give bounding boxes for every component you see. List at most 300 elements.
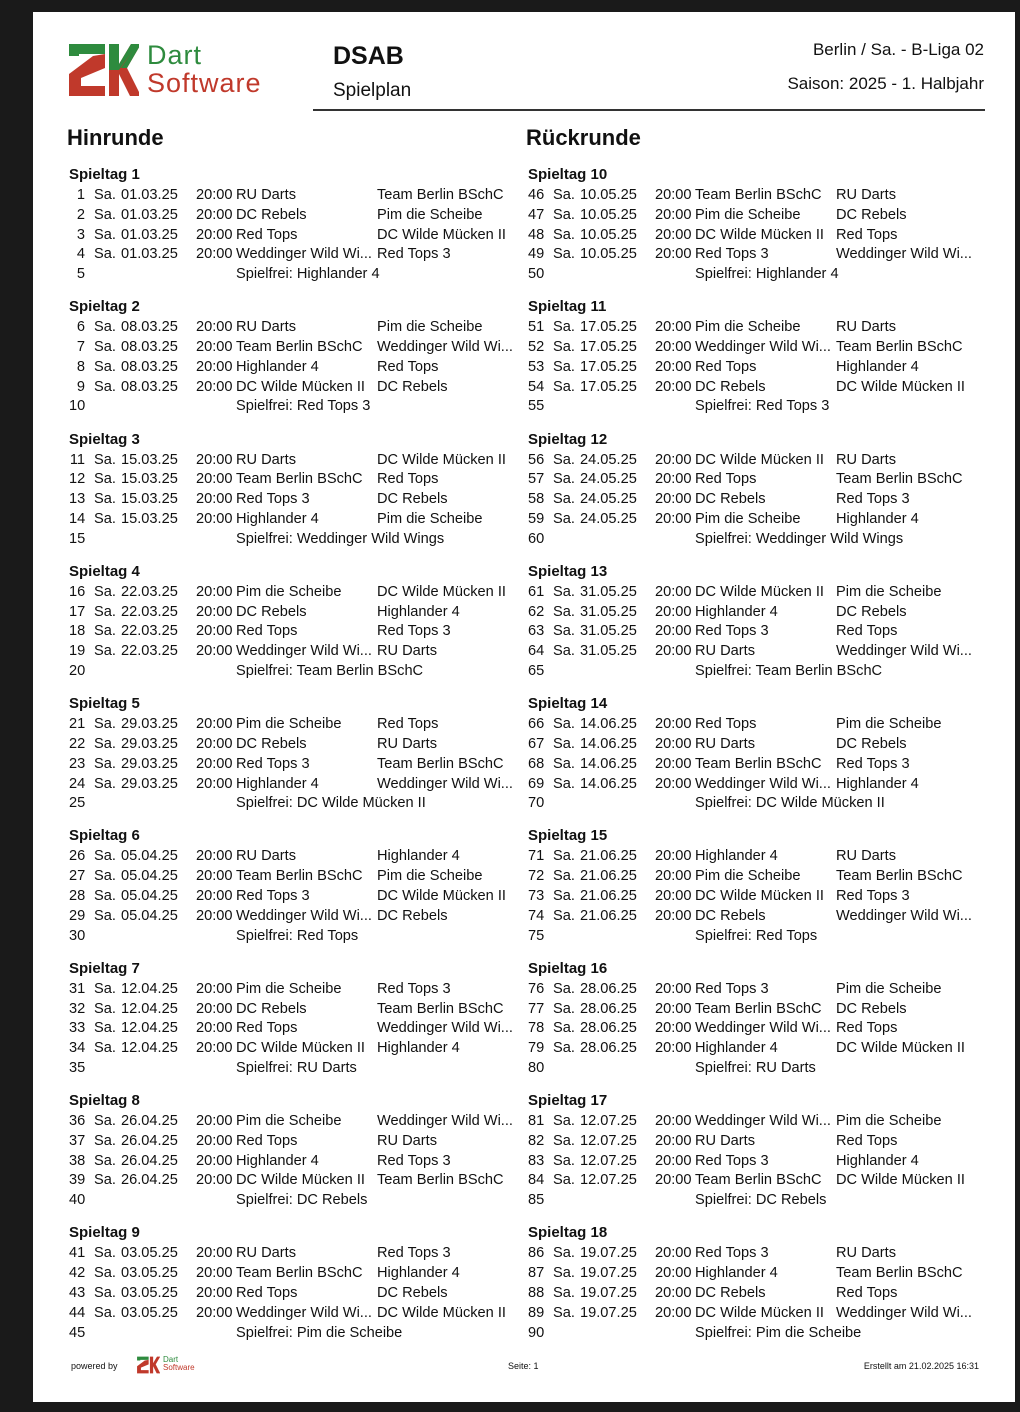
match-date: 28.06.25 [580, 1000, 637, 1017]
match-number: 30 [69, 927, 86, 944]
match-number: 27 [69, 868, 86, 885]
match-date: 22.03.25 [121, 643, 178, 660]
home-team: DC Rebels [695, 491, 766, 508]
away-team: Team Berlin BSchC [836, 868, 963, 885]
matchday-title: Spieltag 13 [528, 562, 608, 580]
match-number: 19 [69, 643, 86, 660]
match-time: 20:00 [196, 643, 233, 660]
match-number: 39 [69, 1172, 86, 1189]
away-team: Pim die Scheibe [836, 716, 942, 733]
match-date: 14.06.25 [580, 775, 637, 792]
match-weekday: Sa. [553, 623, 575, 640]
home-team: DC Wilde Mücken II [695, 888, 824, 905]
home-team: DC Wilde Mücken II [236, 378, 365, 395]
home-team: Pim die Scheibe [695, 510, 801, 527]
season-label: Saison: 2025 - 1. Halbjahr [787, 74, 984, 93]
match-row [528, 715, 978, 735]
match-time: 20:00 [655, 1132, 692, 1149]
match-time: 20:00 [655, 603, 692, 620]
match-weekday: Sa. [94, 716, 116, 733]
match-time: 20:00 [196, 510, 233, 527]
home-team: Red Tops [695, 358, 757, 375]
match-weekday: Sa. [553, 491, 575, 508]
home-team: DC Rebels [236, 206, 307, 223]
match-number: 42 [69, 1265, 86, 1282]
match-row [528, 622, 978, 642]
match-date: 01.03.25 [121, 187, 178, 203]
match-date: 26.04.25 [121, 1132, 178, 1149]
match-weekday: Sa. [553, 451, 575, 468]
match-weekday: Sa. [94, 735, 116, 752]
match-number: 4 [76, 246, 85, 263]
bye-row [528, 530, 978, 550]
match-number: 65 [528, 663, 545, 680]
bye-team: Spielfrei: Red Tops [236, 927, 359, 944]
match-weekday: Sa. [94, 603, 116, 620]
match-weekday: Sa. [94, 226, 116, 243]
match-weekday: Sa. [94, 1020, 116, 1037]
matchday-title: Spieltag 3 [69, 430, 140, 448]
home-team: Highlander 4 [236, 358, 319, 375]
match-date: 14.06.25 [580, 755, 637, 772]
bye-team: Spielfrei: DC Wilde Mücken II [695, 795, 885, 812]
away-team: Team Berlin BSchC [377, 1000, 504, 1017]
matchday-title: Spieltag 9 [69, 1224, 140, 1242]
bye-row [528, 1059, 978, 1079]
logo-text-software: Software [147, 68, 262, 98]
match-date: 01.03.25 [121, 206, 178, 223]
matchday-block [528, 429, 978, 561]
bye-row [528, 1324, 978, 1344]
match-number: 61 [528, 583, 545, 600]
bye-team: Spielfrei: Team Berlin BSchC [236, 663, 424, 680]
match-row [69, 735, 519, 755]
footer-dk-logo-icon [136, 1356, 160, 1374]
match-date: 31.05.25 [580, 603, 637, 620]
matchday-title: Spieltag 8 [69, 1092, 140, 1110]
match-time: 20:00 [196, 1245, 233, 1262]
home-team: Red Tops 3 [695, 246, 769, 263]
match-time: 20:00 [196, 1284, 233, 1301]
match-row [69, 887, 519, 907]
match-row [69, 1132, 519, 1152]
section-rueckrunde: Rückrunde [526, 125, 641, 150]
match-row [528, 490, 978, 510]
match-number: 77 [528, 1000, 545, 1017]
bye-row [69, 927, 519, 947]
match-number: 45 [69, 1324, 86, 1341]
match-number: 16 [69, 583, 86, 600]
match-number: 47 [528, 206, 545, 223]
match-date: 05.04.25 [121, 868, 178, 885]
match-weekday: Sa. [94, 510, 116, 527]
home-team: Weddinger Wild Wi... [695, 339, 831, 356]
match-time: 20:00 [196, 868, 233, 885]
away-team: Highlander 4 [377, 848, 460, 865]
away-team: Pim die Scheibe [836, 583, 942, 600]
match-weekday: Sa. [94, 206, 116, 223]
match-number: 84 [528, 1172, 545, 1189]
match-number: 82 [528, 1132, 545, 1149]
home-team: Pim die Scheibe [695, 868, 801, 885]
match-weekday: Sa. [94, 1304, 116, 1321]
bye-row [69, 1059, 519, 1079]
match-number: 90 [528, 1324, 545, 1341]
match-weekday: Sa. [553, 319, 575, 336]
bye-row [528, 1191, 978, 1211]
away-team: Weddinger Wild Wi... [836, 246, 972, 263]
home-team: Red Tops 3 [236, 491, 310, 508]
match-number: 73 [528, 888, 545, 905]
match-date: 10.05.25 [580, 187, 637, 203]
match-time: 20:00 [655, 471, 692, 488]
home-team: Pim die Scheibe [695, 319, 801, 336]
match-number: 31 [69, 980, 86, 997]
home-team: DC Rebels [695, 907, 766, 924]
match-date: 31.05.25 [580, 643, 637, 660]
match-weekday: Sa. [94, 491, 116, 508]
match-weekday: Sa. [94, 1265, 116, 1282]
away-team: Red Tops 3 [377, 1245, 451, 1262]
match-time: 20:00 [655, 1020, 692, 1037]
match-weekday: Sa. [553, 643, 575, 660]
match-number: 86 [528, 1245, 545, 1262]
matchday-title: Spieltag 7 [69, 959, 140, 977]
home-team: Red Tops [695, 471, 757, 488]
home-team: Weddinger Wild Wi... [236, 907, 372, 924]
match-weekday: Sa. [94, 378, 116, 395]
home-team: Team Berlin BSchC [695, 187, 822, 203]
match-date: 15.03.25 [121, 510, 178, 527]
match-number: 7 [76, 339, 85, 356]
home-team: RU Darts [695, 735, 755, 752]
match-time: 20:00 [655, 980, 692, 997]
match-row [69, 1019, 519, 1039]
matchday-block [69, 1222, 519, 1354]
matchday-block [528, 693, 978, 825]
match-time: 20:00 [655, 1304, 692, 1321]
match-weekday: Sa. [553, 187, 575, 203]
match-weekday: Sa. [94, 1245, 116, 1262]
dk-logo-icon [67, 42, 139, 98]
matchday-block [69, 164, 519, 296]
away-team: Red Tops 3 [836, 755, 910, 772]
match-date: 15.03.25 [121, 471, 178, 488]
match-row [69, 1264, 519, 1284]
bye-team: Spielfrei: Pim die Scheibe [695, 1324, 862, 1341]
match-date: 26.04.25 [121, 1172, 178, 1189]
bye-row [528, 662, 978, 682]
match-date: 10.05.25 [580, 226, 637, 243]
away-team: DC Rebels [836, 603, 907, 620]
match-number: 29 [69, 907, 86, 924]
away-team: Red Tops 3 [377, 980, 451, 997]
home-team: DC Rebels [236, 603, 307, 620]
section-hinrunde: Hinrunde [67, 125, 164, 150]
match-row [69, 1000, 519, 1020]
match-weekday: Sa. [553, 378, 575, 395]
match-number: 68 [528, 755, 545, 772]
match-date: 24.05.25 [580, 471, 637, 488]
match-date: 22.03.25 [121, 583, 178, 600]
logo-text-dart: Dart [147, 40, 203, 70]
match-row [528, 1112, 978, 1132]
match-number: 75 [528, 927, 545, 944]
match-date: 03.05.25 [121, 1304, 178, 1321]
match-weekday: Sa. [94, 246, 116, 263]
match-date: 05.04.25 [121, 848, 178, 865]
match-date: 12.04.25 [121, 1040, 178, 1057]
away-team: Team Berlin BSchC [836, 1265, 963, 1282]
match-time: 20:00 [196, 980, 233, 997]
match-row [528, 1132, 978, 1152]
match-number: 54 [528, 378, 545, 395]
match-time: 20:00 [196, 623, 233, 640]
match-weekday: Sa. [553, 1304, 575, 1321]
away-team: DC Rebels [377, 1284, 448, 1301]
match-time: 20:00 [655, 868, 692, 885]
bye-row [528, 265, 978, 285]
match-row [528, 755, 978, 775]
match-row [69, 847, 519, 867]
match-number: 70 [528, 795, 545, 812]
match-row [69, 1171, 519, 1191]
match-time: 20:00 [196, 1172, 233, 1189]
matchday-block [528, 561, 978, 693]
home-team: DC Wilde Mücken II [236, 1040, 365, 1057]
match-number: 85 [528, 1192, 545, 1209]
match-date: 22.03.25 [121, 603, 178, 620]
match-row [528, 1284, 978, 1304]
match-date: 14.06.25 [580, 735, 637, 752]
away-team: Weddinger Wild Wi... [836, 643, 972, 660]
away-team: Pim die Scheibe [377, 319, 483, 336]
home-team: Red Tops 3 [695, 1245, 769, 1262]
matchday-block [528, 296, 978, 428]
away-team: DC Wilde Mücken II [836, 1172, 965, 1189]
match-number: 48 [528, 226, 545, 243]
away-team: Team Berlin BSchC [836, 339, 963, 356]
match-time: 20:00 [196, 755, 233, 772]
away-team: DC Rebels [377, 491, 448, 508]
match-date: 05.04.25 [121, 907, 178, 924]
match-row [528, 510, 978, 530]
match-number: 40 [69, 1192, 86, 1209]
match-date: 24.05.25 [580, 451, 637, 468]
match-number: 33 [69, 1020, 86, 1037]
match-date: 08.03.25 [121, 319, 178, 336]
match-number: 62 [528, 603, 545, 620]
away-team: Team Berlin BSchC [836, 471, 963, 488]
match-number: 74 [528, 907, 545, 924]
away-team: Red Tops [377, 358, 439, 375]
match-time: 20:00 [196, 471, 233, 488]
match-weekday: Sa. [94, 888, 116, 905]
match-weekday: Sa. [94, 980, 116, 997]
match-number: 24 [69, 775, 86, 792]
match-time: 20:00 [655, 716, 692, 733]
match-row [528, 226, 978, 246]
matchday-title: Spieltag 15 [528, 827, 608, 845]
match-row [69, 318, 519, 338]
match-weekday: Sa. [553, 1245, 575, 1262]
match-time: 20:00 [655, 1040, 692, 1057]
home-team: RU Darts [695, 1132, 755, 1149]
match-time: 20:00 [655, 510, 692, 527]
match-time: 20:00 [196, 339, 233, 356]
match-time: 20:00 [196, 378, 233, 395]
away-team: RU Darts [377, 643, 437, 660]
home-team: Highlander 4 [695, 1040, 778, 1057]
match-row [528, 867, 978, 887]
match-number: 79 [528, 1040, 545, 1057]
away-team: Team Berlin BSchC [377, 1172, 504, 1189]
bye-row [69, 662, 519, 682]
match-row [69, 1304, 519, 1324]
match-time: 20:00 [655, 848, 692, 865]
match-time: 20:00 [655, 491, 692, 508]
match-date: 01.03.25 [121, 226, 178, 243]
match-weekday: Sa. [94, 1132, 116, 1149]
match-number: 20 [69, 663, 86, 680]
match-number: 76 [528, 980, 545, 997]
match-time: 20:00 [655, 907, 692, 924]
away-team: Red Tops [836, 1284, 898, 1301]
away-team: Highlander 4 [836, 358, 919, 375]
match-row [69, 622, 519, 642]
matchday-title: Spieltag 11 [528, 298, 607, 316]
match-number: 10 [69, 398, 86, 415]
match-weekday: Sa. [94, 755, 116, 772]
match-time: 20:00 [655, 339, 692, 356]
match-row [528, 1019, 978, 1039]
match-date: 08.03.25 [121, 339, 178, 356]
match-time: 20:00 [196, 716, 233, 733]
match-number: 56 [528, 451, 545, 468]
home-team: Highlander 4 [695, 1265, 778, 1282]
match-date: 21.06.25 [580, 888, 637, 905]
match-time: 20:00 [655, 358, 692, 375]
match-weekday: Sa. [553, 755, 575, 772]
home-team: Red Tops [236, 1132, 298, 1149]
match-date: 12.07.25 [580, 1172, 637, 1189]
league-name: Berlin / Sa. - B-Liga 02 [812, 40, 984, 59]
match-number: 80 [528, 1059, 545, 1076]
home-team: Highlander 4 [236, 1152, 319, 1169]
match-time: 20:00 [655, 319, 692, 336]
match-number: 12 [69, 471, 86, 488]
match-number: 28 [69, 888, 86, 905]
home-team: Weddinger Wild Wi... [695, 1113, 831, 1130]
match-time: 20:00 [655, 1284, 692, 1301]
away-team: DC Wilde Mücken II [377, 1304, 506, 1321]
match-number: 66 [528, 716, 545, 733]
footer-logo-software: Software [163, 1363, 195, 1372]
home-team: Red Tops [236, 623, 298, 640]
match-row [528, 1039, 978, 1059]
match-weekday: Sa. [94, 775, 116, 792]
match-row [528, 642, 978, 662]
created-timestamp: Erstellt am 21.02.2025 16:31 [863, 1361, 979, 1371]
home-team: Team Berlin BSchC [236, 1265, 363, 1282]
away-team: Red Tops 3 [836, 491, 910, 508]
match-row [528, 1171, 978, 1191]
match-weekday: Sa. [553, 603, 575, 620]
bye-team: Spielfrei: Red Tops 3 [236, 398, 371, 415]
match-row [528, 1000, 978, 1020]
matchday-block [528, 958, 978, 1090]
match-row [528, 451, 978, 471]
match-time: 20:00 [196, 246, 233, 263]
bye-team: Spielfrei: RU Darts [695, 1059, 816, 1076]
matchday-block [528, 1222, 978, 1354]
matchday-block [69, 296, 519, 428]
home-team: Team Berlin BSchC [695, 755, 822, 772]
match-date: 29.03.25 [121, 716, 178, 733]
match-time: 20:00 [655, 643, 692, 660]
match-time: 20:00 [196, 735, 233, 752]
away-team: RU Darts [377, 735, 437, 752]
bye-team: Spielfrei: Weddinger Wild Wings [695, 530, 904, 547]
match-time: 20:00 [655, 583, 692, 600]
home-team: RU Darts [695, 643, 755, 660]
match-weekday: Sa. [553, 246, 575, 263]
home-team: DC Wilde Mücken II [236, 1172, 365, 1189]
match-row [69, 378, 519, 398]
match-row [528, 245, 978, 265]
matchday-title: Spieltag 5 [69, 695, 140, 713]
match-number: 63 [528, 623, 545, 640]
away-team: Weddinger Wild Wi... [836, 907, 972, 924]
match-number: 78 [528, 1020, 545, 1037]
match-date: 21.06.25 [580, 868, 637, 885]
match-number: 52 [528, 339, 545, 356]
match-date: 26.04.25 [121, 1113, 178, 1130]
home-team: Red Tops 3 [695, 1152, 769, 1169]
match-weekday: Sa. [553, 1152, 575, 1169]
match-number: 51 [528, 319, 545, 336]
match-weekday: Sa. [94, 907, 116, 924]
home-team: Red Tops 3 [695, 980, 769, 997]
matchday-block [69, 958, 519, 1090]
match-weekday: Sa. [94, 1152, 116, 1169]
match-time: 20:00 [655, 623, 692, 640]
home-team: DC Rebels [236, 1000, 307, 1017]
matchday-title: Spieltag 16 [528, 959, 608, 977]
match-row [528, 887, 978, 907]
home-team: DC Rebels [236, 735, 307, 752]
match-weekday: Sa. [94, 868, 116, 885]
match-date: 19.07.25 [580, 1265, 637, 1282]
bye-team: Spielfrei: Highlander 4 [695, 266, 839, 283]
match-weekday: Sa. [553, 848, 575, 865]
match-number: 23 [69, 755, 86, 772]
match-row [528, 583, 978, 603]
match-time: 20:00 [655, 1152, 692, 1169]
match-row [69, 1112, 519, 1132]
match-date: 17.05.25 [580, 378, 637, 395]
match-row [69, 1244, 519, 1264]
match-row [528, 775, 978, 795]
bye-team: Spielfrei: DC Wilde Mücken II [236, 795, 426, 812]
match-row [69, 226, 519, 246]
match-row [528, 1264, 978, 1284]
schedule-page [33, 12, 1015, 1402]
match-weekday: Sa. [553, 1265, 575, 1282]
away-team: DC Wilde Mücken II [836, 378, 965, 395]
bye-row [69, 1324, 519, 1344]
match-number: 8 [76, 358, 85, 375]
